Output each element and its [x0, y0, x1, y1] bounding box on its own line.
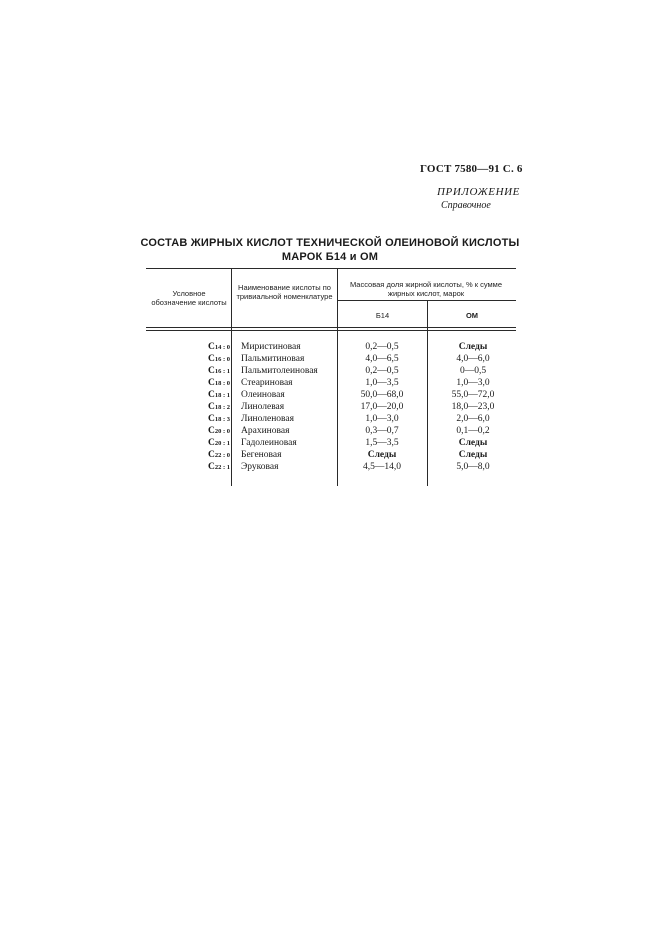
acid-name: Гадолеиновая — [241, 438, 297, 448]
value-b14: 4,5—14,0 — [363, 462, 401, 472]
document-code: ГОСТ 7580—91 С. 6 — [420, 163, 523, 175]
value-om: 5,0—8,0 — [456, 462, 490, 472]
value-b14: 50,0—68,0 — [360, 390, 404, 400]
value-om: Следы — [458, 438, 488, 448]
table-row — [146, 437, 516, 449]
acid-symbol: C18 : 1 — [207, 390, 230, 400]
value-b14: 1,5—3,5 — [365, 438, 399, 448]
table-header-bottom-rule — [146, 327, 516, 328]
value-om: 2,0—6,0 — [456, 414, 490, 424]
acid-name: Миристиновая — [241, 342, 301, 352]
table-row — [146, 377, 516, 389]
table-row — [146, 425, 516, 437]
table-row — [146, 461, 516, 473]
subheader-rule — [337, 300, 516, 301]
table-title-line1: СОСТАВ ЖИРНЫХ КИСЛОТ ТЕХНИЧЕСКОЙ ОЛЕИНОВОЙ КИСЛОТЫ — [140, 237, 520, 249]
acid-symbol: C18 : 3 — [207, 414, 230, 424]
value-om: 0,1—0,2 — [456, 426, 490, 436]
acid-symbol: C20 : 0 — [207, 426, 230, 436]
table-header-bottom-rule-2 — [146, 330, 516, 331]
acid-name: Арахиновая — [241, 426, 290, 436]
acid-name: Линолевая — [241, 402, 285, 412]
table-body — [146, 341, 516, 473]
value-b14: 0,3—0,7 — [365, 426, 399, 436]
header-b14: Б14 — [375, 311, 390, 320]
table-row — [146, 341, 516, 353]
table-row — [146, 449, 516, 461]
value-om: 1,0—3,0 — [456, 378, 490, 388]
table-row — [146, 413, 516, 425]
appendix-subtitle: Справочное — [441, 200, 491, 211]
value-om: 4,0—6,0 — [456, 354, 490, 364]
acid-name: Эруковая — [241, 462, 279, 472]
value-b14: 4,0—6,5 — [365, 354, 399, 364]
value-om: Следы — [458, 450, 488, 460]
acid-symbol: C22 : 1 — [207, 462, 230, 472]
acid-name: Пальмитиновая — [241, 354, 305, 364]
table-row — [146, 353, 516, 365]
acid-name: Пальмитолеиновая — [241, 366, 318, 376]
acid-name: Стеариновая — [241, 378, 293, 388]
acid-symbol: C14 : 0 — [207, 342, 230, 352]
table-title-line2: МАРОК Б14 и ОМ — [281, 251, 379, 263]
acid-symbol: C18 : 0 — [207, 378, 230, 388]
value-b14: Следы — [367, 450, 397, 460]
table-top-rule — [146, 268, 516, 269]
value-om: 0—0,5 — [459, 366, 487, 376]
header-name: Наименование кислоты по тривиальной номенклатуре — [236, 283, 333, 301]
appendix-title: ПРИЛОЖЕНИЕ — [437, 186, 520, 198]
header-mass-fraction: Массовая доля жирной кислоты, % к сумме жирных кислот, марок — [349, 280, 503, 298]
table-row — [146, 401, 516, 413]
acid-name: Олеиновая — [241, 390, 285, 400]
acid-symbol: C16 : 0 — [207, 354, 230, 364]
value-b14: 1,0—3,5 — [365, 378, 399, 388]
value-b14: 0,2—0,5 — [365, 342, 399, 352]
acid-name: Бегеновая — [241, 450, 282, 460]
table-title — [140, 236, 520, 264]
acid-symbol: C18 : 2 — [207, 402, 230, 412]
acid-symbol: C22 : 0 — [207, 450, 230, 460]
value-b14: 17,0—20,0 — [360, 402, 404, 412]
value-om: 18,0—23,0 — [451, 402, 495, 412]
acid-name: Линоленовая — [241, 414, 294, 424]
header-symbol: Условное обозначение кислоты — [151, 289, 227, 307]
value-om: 55,0—72,0 — [451, 390, 495, 400]
table-row — [146, 389, 516, 401]
value-b14: 0,2—0,5 — [365, 366, 399, 376]
value-om: Следы — [458, 342, 488, 352]
value-b14: 1,0—3,0 — [365, 414, 399, 424]
acid-symbol: C20 : 1 — [207, 438, 230, 448]
acid-symbol: C16 : 1 — [207, 366, 230, 376]
table-row — [146, 365, 516, 377]
header-om: ОМ — [465, 311, 479, 320]
